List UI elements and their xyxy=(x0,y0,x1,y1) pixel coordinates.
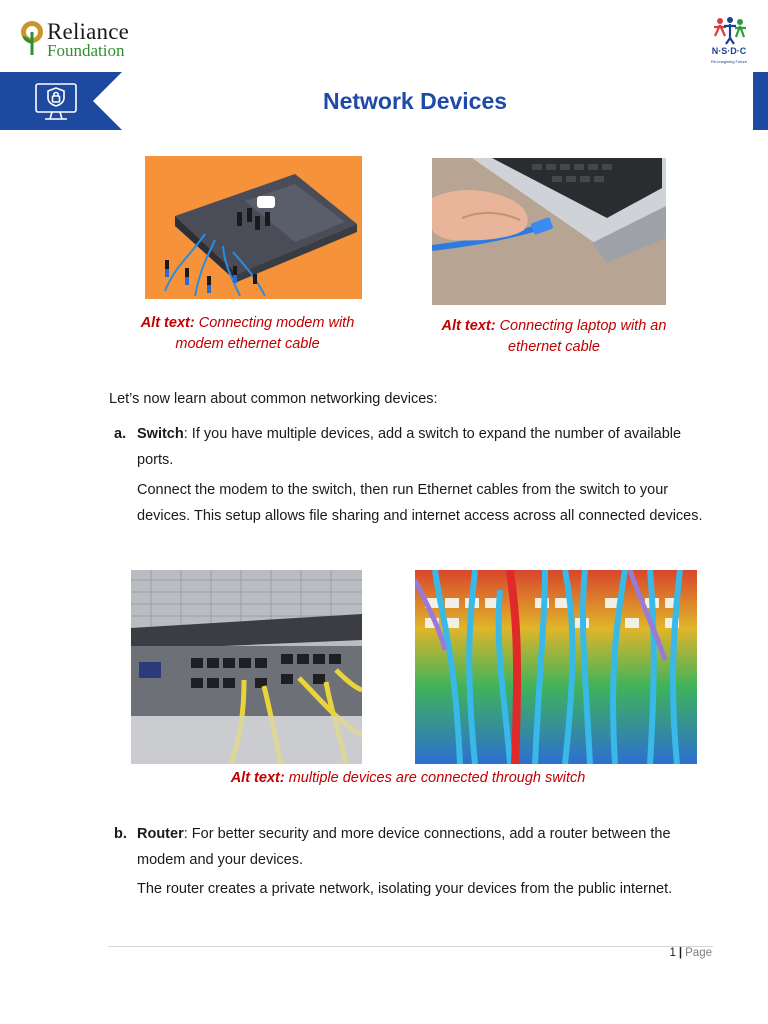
router-term: Router xyxy=(137,826,184,842)
modem-caption xyxy=(125,313,370,355)
switch-ports-image xyxy=(131,570,362,764)
caption-text: Connecting modem with modem ethernet cable xyxy=(175,315,355,352)
list-marker-a: a. xyxy=(114,426,127,442)
nsdc-figures-icon xyxy=(712,16,748,46)
footer-separator: | xyxy=(678,947,683,959)
foundation-logo-text: Foundation xyxy=(47,41,125,60)
page-label: Page xyxy=(685,947,712,959)
caption-text: multiple devices are connected through switch xyxy=(288,770,586,786)
intro-text: Let’s now learn about common networking devices: xyxy=(109,391,438,407)
switch-description xyxy=(137,422,712,473)
laptop-caption xyxy=(438,316,670,358)
nsdc-logo-text: N·S·D·C xyxy=(711,46,747,56)
page-footer xyxy=(600,947,712,959)
reliance-emblem-icon xyxy=(20,20,46,56)
caption-label: Alt text: xyxy=(441,318,496,334)
switch-caption xyxy=(150,768,666,789)
list-marker-b: b. xyxy=(114,826,127,842)
switch-first-line: : If you have multiple devices, add a switch to expand the number of available ports. xyxy=(137,426,682,468)
nsdc-logo xyxy=(700,14,758,66)
modem-image xyxy=(145,156,362,299)
switch-term: Switch xyxy=(137,426,184,442)
switch-paragraph: Connect the modem to the switch, then run Ethernet cables from the switch to your devices. This setup allows file sharing and internet access across all connected devices. xyxy=(137,482,703,524)
laptop-image xyxy=(432,158,666,305)
page-title: Network Devices xyxy=(322,88,508,114)
router-first-line: : For better security and more device connections, add a router between the modem and your devices. xyxy=(137,826,671,868)
caption-text: Connecting laptop with an ethernet cable xyxy=(499,318,667,355)
caption-label: Alt text: xyxy=(140,315,195,331)
router-paragraph: The router creates a private network, isolating your devices from the public internet. xyxy=(137,881,673,897)
nsdc-tagline: Re-imagining Future xyxy=(710,59,748,64)
right-edge-tab xyxy=(753,72,768,130)
reliance-logo-text: Reliance xyxy=(47,19,130,44)
reliance-foundation-logo xyxy=(20,16,160,60)
caption-label: Alt text: xyxy=(230,770,285,786)
colorful-cables-image xyxy=(415,570,697,764)
router-description xyxy=(137,822,712,873)
page-number: 1 xyxy=(669,947,676,959)
section-banner xyxy=(0,72,122,130)
